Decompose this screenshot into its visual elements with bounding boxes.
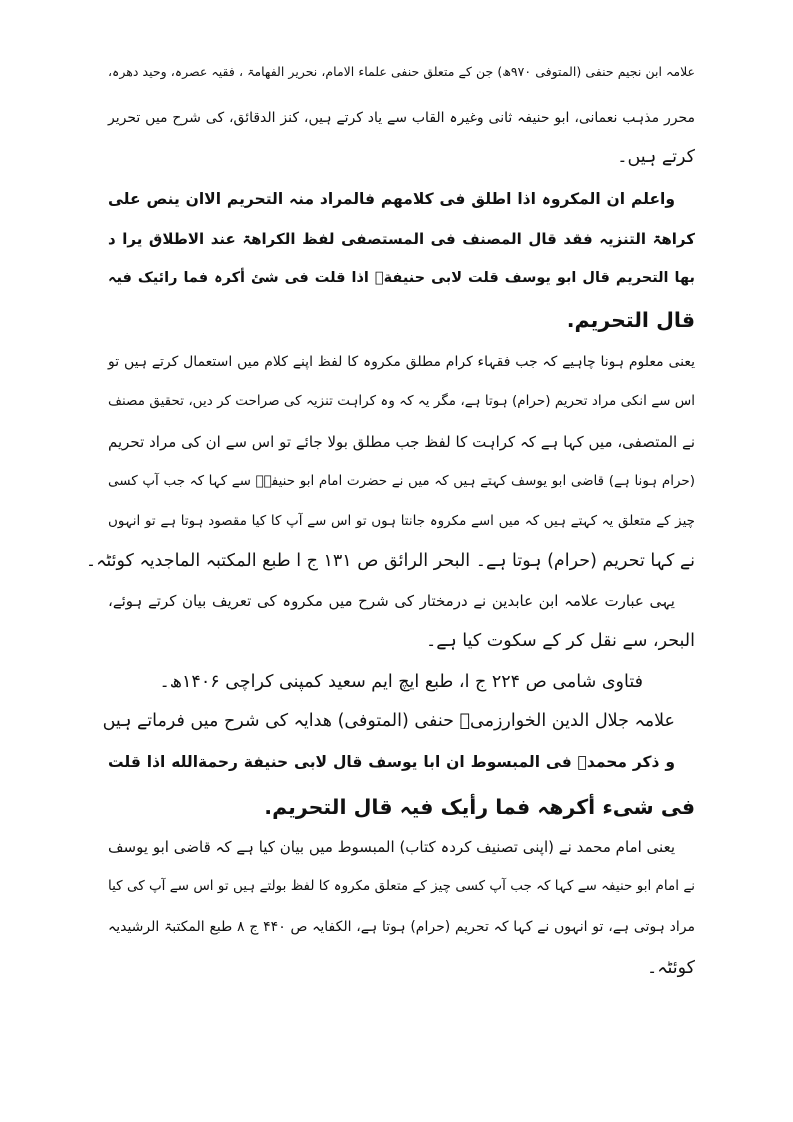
urdu-citation-line: کوئٹہ۔ xyxy=(646,958,695,978)
arabic-quote-line: قال التحریم. xyxy=(566,308,695,332)
arabic-quote-line: فی شیء أکرھہ فما رأیک فیہ قال التحریم. xyxy=(264,795,695,819)
arabic-quote-line: و ذکر محمدؒ فی المبسوط ان ابا یوسف قال لابی حنیفة رحمةالله اذا قلت xyxy=(108,753,675,771)
urdu-text-line: یہی عبارت علامہ ابن عابدین نے درمختار کی شرح میں مکروہ کی تعریف بیان کرتے ہوئے، xyxy=(108,592,675,610)
urdu-citation-line: فتاوی شامی ص ۲۲۴ ج ا، طبع ایچ ایم سعید کمپنی کراچی ۱۴۰۶ھ۔ xyxy=(159,672,643,692)
urdu-text-line: (حرام ہونا ہے) قاضی ابو یوسف کہتے ہیں کہ میں نے حضرت امام ابو حنیفہؒ سے کہا کہ جب آپ کسی xyxy=(108,473,695,489)
urdu-text-line: نے المتصفی، میں کہا ہے کہ کراہت کا لفظ جب مطلق بولا جائے تو اس سے ان کی مراد تحریم xyxy=(108,433,695,451)
urdu-text-line: البحر، سے نقل کر کے سکوت کیا ہے۔ xyxy=(425,631,695,651)
urdu-citation-line: نے کہا تحریم (حرام) ہوتا ہے۔ البحر الرائق ص ۱۳۱ ج ا طبع المکتبہ الماجدیہ کوئٹہ۔ xyxy=(85,551,695,571)
urdu-text-line: کرتے ہیں۔ xyxy=(617,147,695,167)
urdu-text-line: یعنی امام محمد نے (اپنی تصنیف کردہ کتاب) المبسوط میں بیان کیا ہے کہ قاضی ابو یوسف xyxy=(108,838,675,856)
urdu-text-line: چیز کے متعلق یہ کہتے ہیں کہ میں اسے مکروہ جانتا ہوں تو اس سے آپ کا کیا مقصود ہوتا ہے تو انہوں xyxy=(108,513,695,529)
urdu-text-line: یعنی معلوم ہونا چاہیے کہ جب فقہاء کرام مطلق مکروہ کا لفظ اپنے کلام میں استعمال کرتے ہیں تو xyxy=(108,354,695,370)
urdu-text-line: اس سے انکی مراد تحریم (حرام) ہوتا ہے، مگر یہ کہ وہ کراہت تنزیہ کی صراحت کر دیں، تحقیق مصنف xyxy=(108,393,695,409)
urdu-text-line: نے امام ابو حنیفہ سے کہا کہ جب آپ کسی چیز کے متعلق مکروہ کا لفظ بولتے ہیں تو اس سے آپ کی کیا xyxy=(108,878,695,894)
urdu-text-line: علامہ ابن نجیم حنفی (المتوفی ۹۷۰ھ) جن کے متعلق حنفی علماء الامام، نحریر الفھامۃ ، فقیہ عصرہ، وحید دھرہ، xyxy=(108,64,695,79)
urdu-text-line: علامہ جلال الدین الخوارزمیؒ حنفی (المتوفی) ھدایہ کی شرح میں فرماتے ہیں xyxy=(102,711,675,731)
urdu-text-line: محرر مذہب نعمانی، ابو حنیفہ ثانی وغیرہ القاب سے یاد کرتے ہیں، کنز الدقائق، کی شرح میں تحریر xyxy=(108,110,695,126)
arabic-quote-line: کراھۃ التنزیہ فقد قال المصنف فی المستصفی لفظ الکراھۃ عند الاطلاق یرا د xyxy=(108,230,695,248)
arabic-quote-line: بھا التحریم قال ابو یوسف قلت لابی حنیفةؒ اذا قلت فی شئ أکرہ فما رائیک فیہ xyxy=(108,270,695,286)
urdu-text-line: مراد ہوتی ہے، تو انہوں نے کہا کہ تحریم (حرام) ہوتا ہے، الکفایہ ص ۴۴۰ ج ۸ طبع المکتبۃ الرشیدیہ xyxy=(108,919,695,935)
arabic-quote-line: واعلم ان المکروہ اذا اطلق فی کلامھم فالمراد منہ التحریم الاان ینص علی xyxy=(108,190,675,208)
